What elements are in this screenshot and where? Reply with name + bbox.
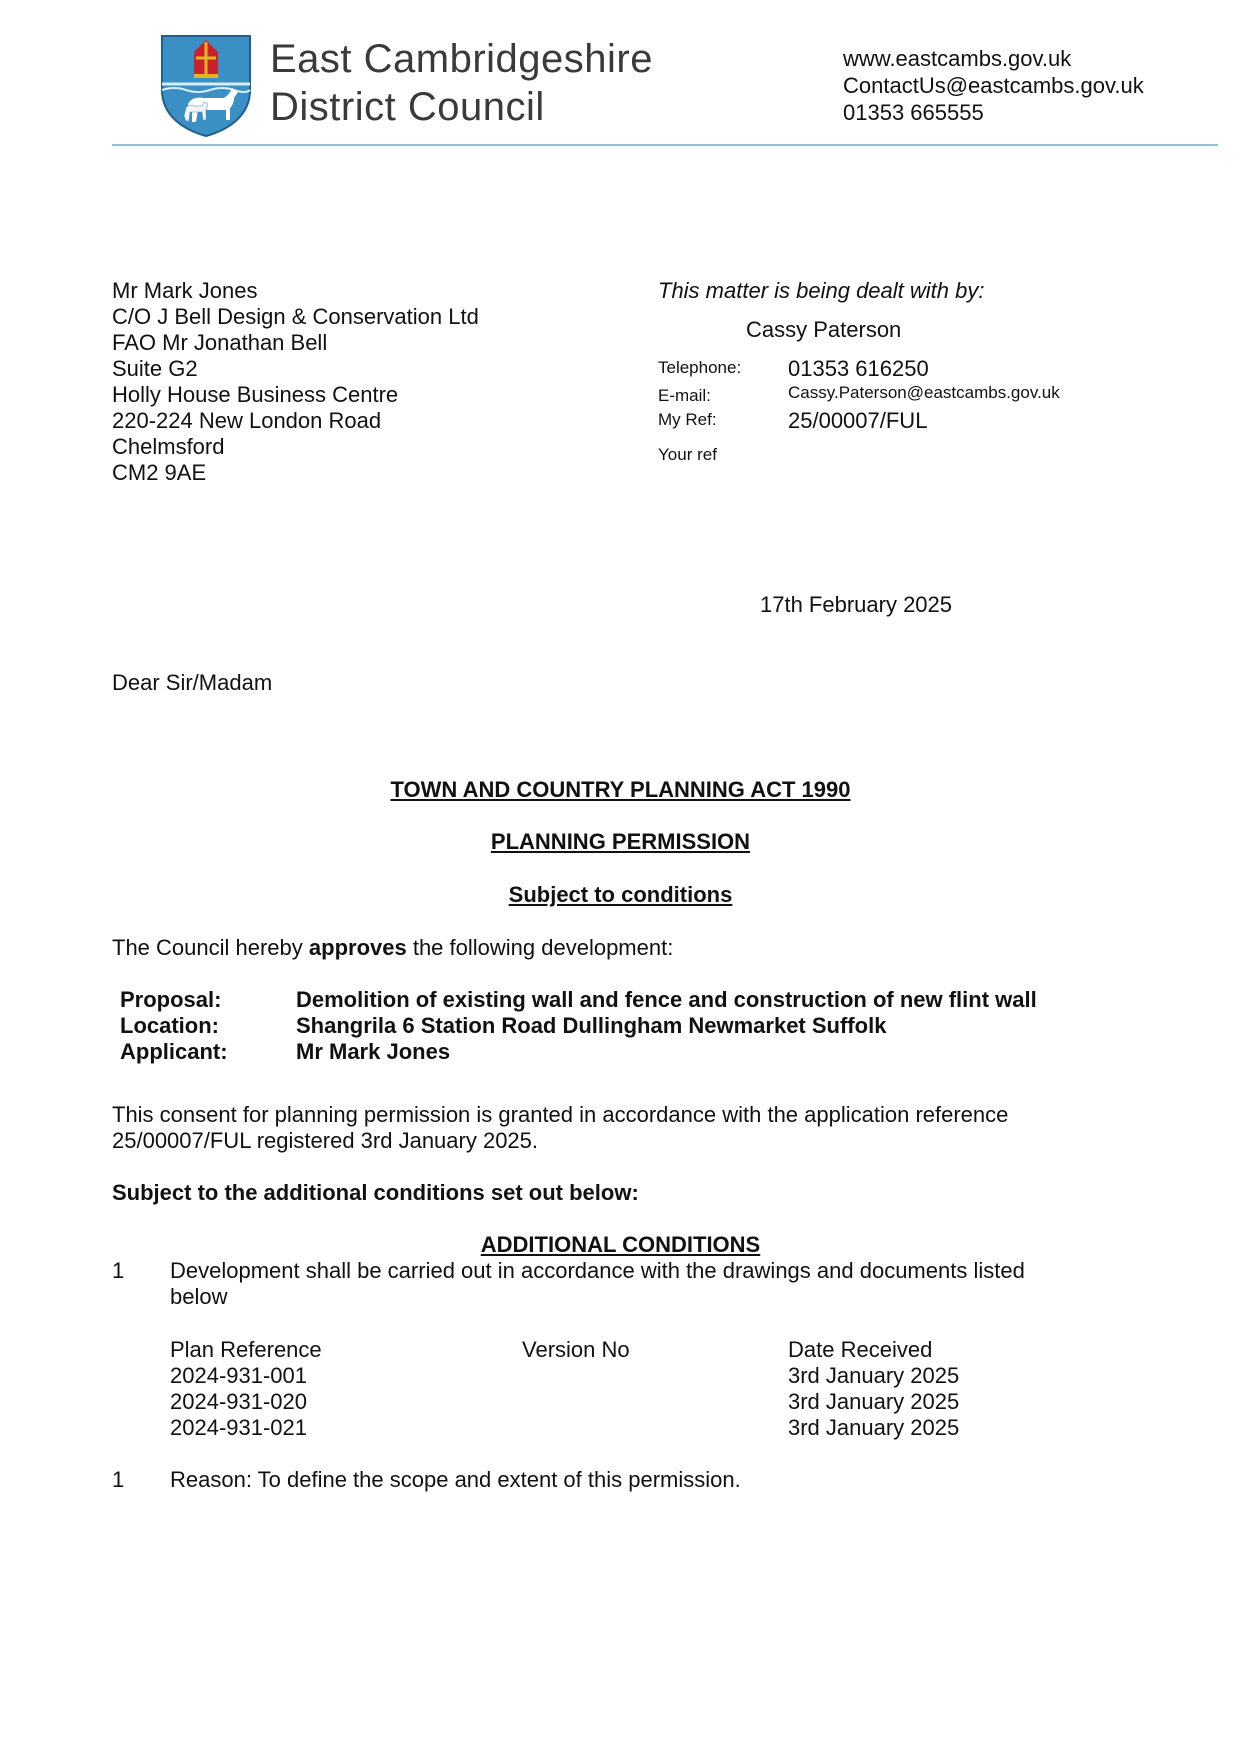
address-line: Chelmsford bbox=[112, 434, 225, 459]
contact-intro: This matter is being dealt with by: bbox=[658, 278, 985, 303]
plan-date: 3rd January 2025 bbox=[788, 1363, 960, 1388]
location-label: Location: bbox=[120, 1013, 219, 1038]
telephone-label: Telephone: bbox=[658, 358, 742, 377]
myref-label: My Ref: bbox=[658, 410, 717, 429]
condition-number: 1 bbox=[112, 1258, 125, 1283]
salutation: Dear Sir/Madam bbox=[112, 670, 273, 695]
consent-text-line2: 25/00007/FUL registered 3rd January 2025. bbox=[112, 1128, 539, 1153]
letter-date: 17th February 2025 bbox=[760, 592, 953, 617]
approval-bold: approves bbox=[308, 935, 407, 960]
heading-act: TOWN AND COUNTRY PLANNING ACT 1990 bbox=[390, 777, 851, 802]
plans-header-date: Date Received bbox=[788, 1337, 933, 1362]
address-line: FAO Mr Jonathan Bell bbox=[112, 330, 328, 355]
council-name-line1: East Cambridgeshire bbox=[270, 37, 653, 81]
address-line: Holly House Business Centre bbox=[112, 382, 399, 407]
heading-act-wrap bbox=[0, 777, 1241, 803]
additional-conditions-heading: ADDITIONAL CONDITIONS bbox=[480, 1232, 761, 1257]
heading-subject: Subject to conditions bbox=[508, 882, 733, 907]
condition-text-line1: Development shall be carried out in accordance with the drawings and documents listed bbox=[170, 1258, 1025, 1283]
approval-post: the following development: bbox=[406, 935, 674, 960]
address-line: 220-224 New London Road bbox=[112, 408, 382, 433]
yourref-label: Your ref bbox=[658, 445, 717, 464]
email-label: E-mail: bbox=[658, 386, 711, 405]
plans-header-version: Version No bbox=[522, 1337, 630, 1362]
contact-officer: Cassy Paterson bbox=[746, 317, 902, 342]
recipient-address bbox=[112, 278, 479, 486]
header-email[interactable]: ContactUs@eastcambs.gov.uk bbox=[843, 73, 1144, 98]
header-divider bbox=[112, 144, 1218, 146]
heading-permission-wrap bbox=[0, 829, 1241, 855]
myref-value: 25/00007/FUL bbox=[788, 408, 928, 433]
address-line: Suite G2 bbox=[112, 356, 198, 381]
reason-text: Reason: To define the scope and extent of this permission. bbox=[170, 1467, 741, 1492]
heading-subject-wrap bbox=[0, 882, 1241, 908]
shield-crest-icon bbox=[158, 32, 254, 138]
council-logo bbox=[158, 32, 254, 138]
location-value: Shangrila 6 Station Road Dullingham Newmarket Suffolk bbox=[296, 1013, 887, 1038]
plan-ref: 2024-931-021 bbox=[170, 1415, 308, 1440]
address-line: C/O J Bell Design & Conservation Ltd bbox=[112, 304, 479, 329]
approval-sentence bbox=[112, 935, 673, 961]
plan-date: 3rd January 2025 bbox=[788, 1389, 960, 1414]
condition-text-line2: below bbox=[170, 1284, 228, 1309]
proposal-label: Proposal: bbox=[120, 987, 222, 1012]
applicant-label: Applicant: bbox=[120, 1039, 228, 1064]
additional-heading-wrap bbox=[0, 1232, 1241, 1258]
heading-permission: PLANNING PERMISSION bbox=[490, 829, 751, 854]
email-value[interactable]: Cassy.Paterson@eastcambs.gov.uk bbox=[788, 383, 1060, 402]
address-line: Mr Mark Jones bbox=[112, 278, 258, 303]
subject-additional: Subject to the additional conditions set out below: bbox=[112, 1180, 639, 1205]
header-website[interactable]: www.eastcambs.gov.uk bbox=[843, 46, 1072, 71]
plan-ref: 2024-931-020 bbox=[170, 1389, 308, 1414]
plans-header-ref: Plan Reference bbox=[170, 1337, 322, 1362]
plan-date: 3rd January 2025 bbox=[788, 1415, 960, 1440]
proposal-value: Demolition of existing wall and fence and construction of new flint wall bbox=[296, 987, 1037, 1012]
telephone-value: 01353 616250 bbox=[788, 356, 929, 381]
plan-ref: 2024-931-001 bbox=[170, 1363, 308, 1388]
address-line: CM2 9AE bbox=[112, 460, 207, 485]
council-name-line2: District Council bbox=[270, 85, 545, 129]
consent-text-line1: This consent for planning permission is granted in accordance with the application reference bbox=[112, 1102, 1009, 1127]
applicant-value: Mr Mark Jones bbox=[296, 1039, 451, 1064]
reason-number: 1 bbox=[112, 1467, 125, 1492]
approval-pre: The Council hereby bbox=[112, 935, 309, 960]
header-phone: 01353 665555 bbox=[843, 100, 984, 125]
